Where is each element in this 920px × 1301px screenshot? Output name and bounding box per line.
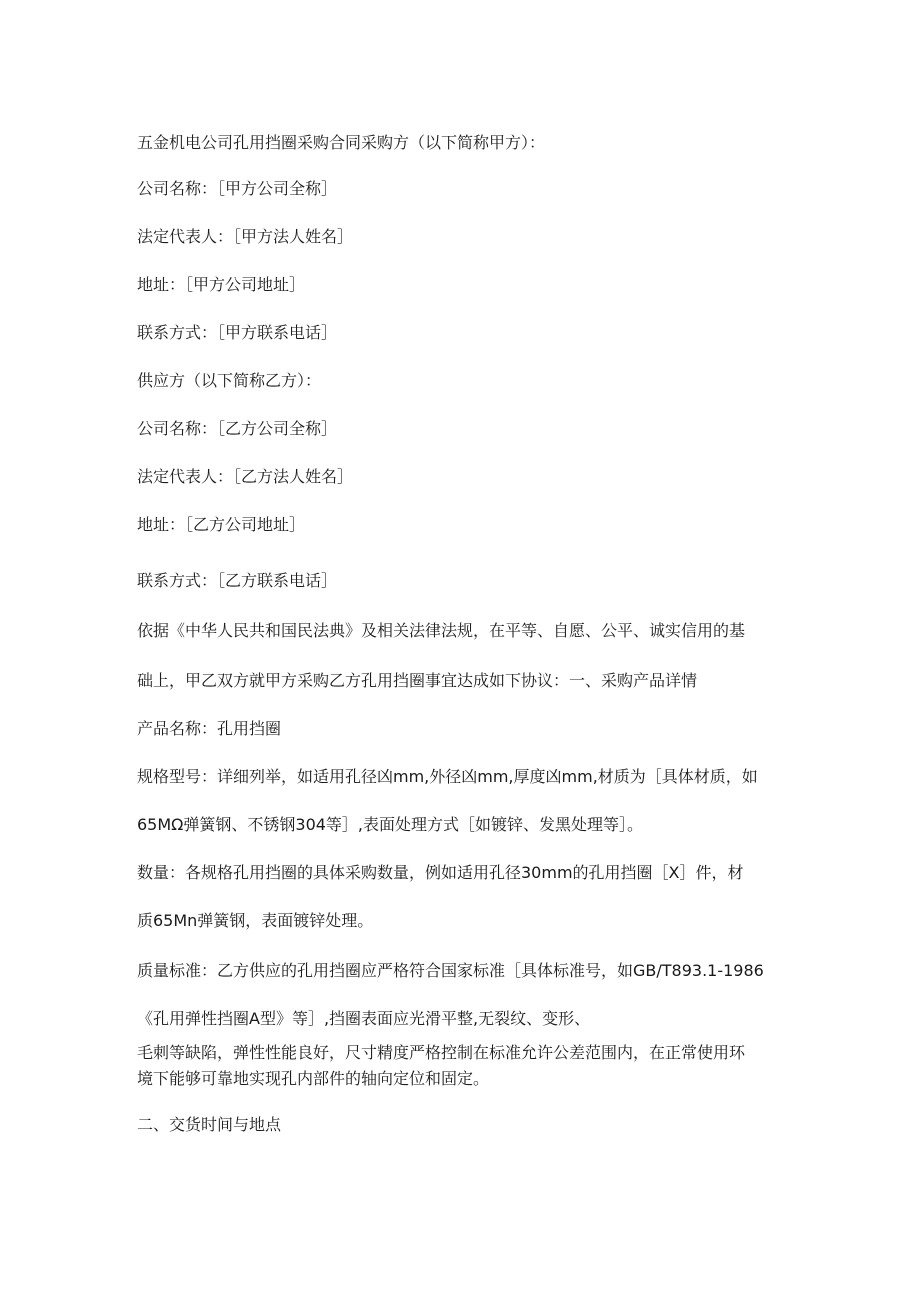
quality-line: 质量标准：乙方供应的孔用挡圈应严格符合国家标准［具体标准号，如GB/T893.1-1986 bbox=[137, 961, 764, 980]
document-title: 五金机电公司孔用挡圈采购合同采购方（以下简称甲方）： bbox=[137, 133, 546, 152]
party-a-contact: 联系方式：［甲方联系电话］ bbox=[137, 323, 338, 342]
party-a-address: 地址：［甲方公司地址］ bbox=[137, 275, 306, 294]
preamble-line: 础上，甲乙双方就甲方采购乙方孔用挡圈事宜达成如下协议：一、采购产品详情 bbox=[137, 671, 698, 690]
party-b-company: 公司名称：［乙方公司全称］ bbox=[137, 419, 338, 438]
party-b-contact: 联系方式：［乙方联系电话］ bbox=[137, 571, 338, 590]
party-a-company: 公司名称：［甲方公司全称］ bbox=[137, 179, 338, 198]
spec-line: 65MΩ弹簧钢、不锈钢304等］,表面处理方式［如镀锌、发黑处理等］。 bbox=[137, 815, 644, 834]
quantity-line: 质65Mn弹簧钢，表面镀锌处理。 bbox=[137, 911, 374, 930]
party-b-address: 地址：［乙方公司地址］ bbox=[137, 515, 306, 534]
product-name: 产品名称：孔用挡圈 bbox=[137, 719, 282, 738]
preamble-line: 依据《中华人民共和国民法典》及相关法律法规，在平等、自愿、公平、诚实信用的基 bbox=[137, 621, 746, 640]
quality-line: 境下能够可靠地实现孔内部件的轴向定位和固定。 bbox=[137, 1069, 490, 1088]
party-b-heading: 供应方（以下简称乙方）： bbox=[137, 371, 322, 390]
quantity-line: 数量：各规格孔用挡圈的具体采购数量，例如适用孔径30mm的孔用挡圈［X］件，材 bbox=[137, 863, 744, 882]
quality-line: 《孔用弹性挡圈A型》等］,挡圈表面应光滑平整,无裂纹、变形、 bbox=[137, 1009, 591, 1028]
quality-line: 毛刺等缺陷，弹性性能良好，尺寸精度严格控制在标准允许公差范围内，在正常使用环 bbox=[137, 1043, 746, 1062]
spec-line: 规格型号：详细列举，如适用孔径凶mm,外径凶mm,厚度凶mm,材质为［具体材质，如 bbox=[137, 767, 758, 786]
section-2-heading: 二、交货时间与地点 bbox=[137, 1115, 282, 1134]
party-b-representative: 法定代表人：［乙方法人姓名］ bbox=[137, 467, 354, 486]
party-a-representative: 法定代表人：［甲方法人姓名］ bbox=[137, 227, 354, 246]
